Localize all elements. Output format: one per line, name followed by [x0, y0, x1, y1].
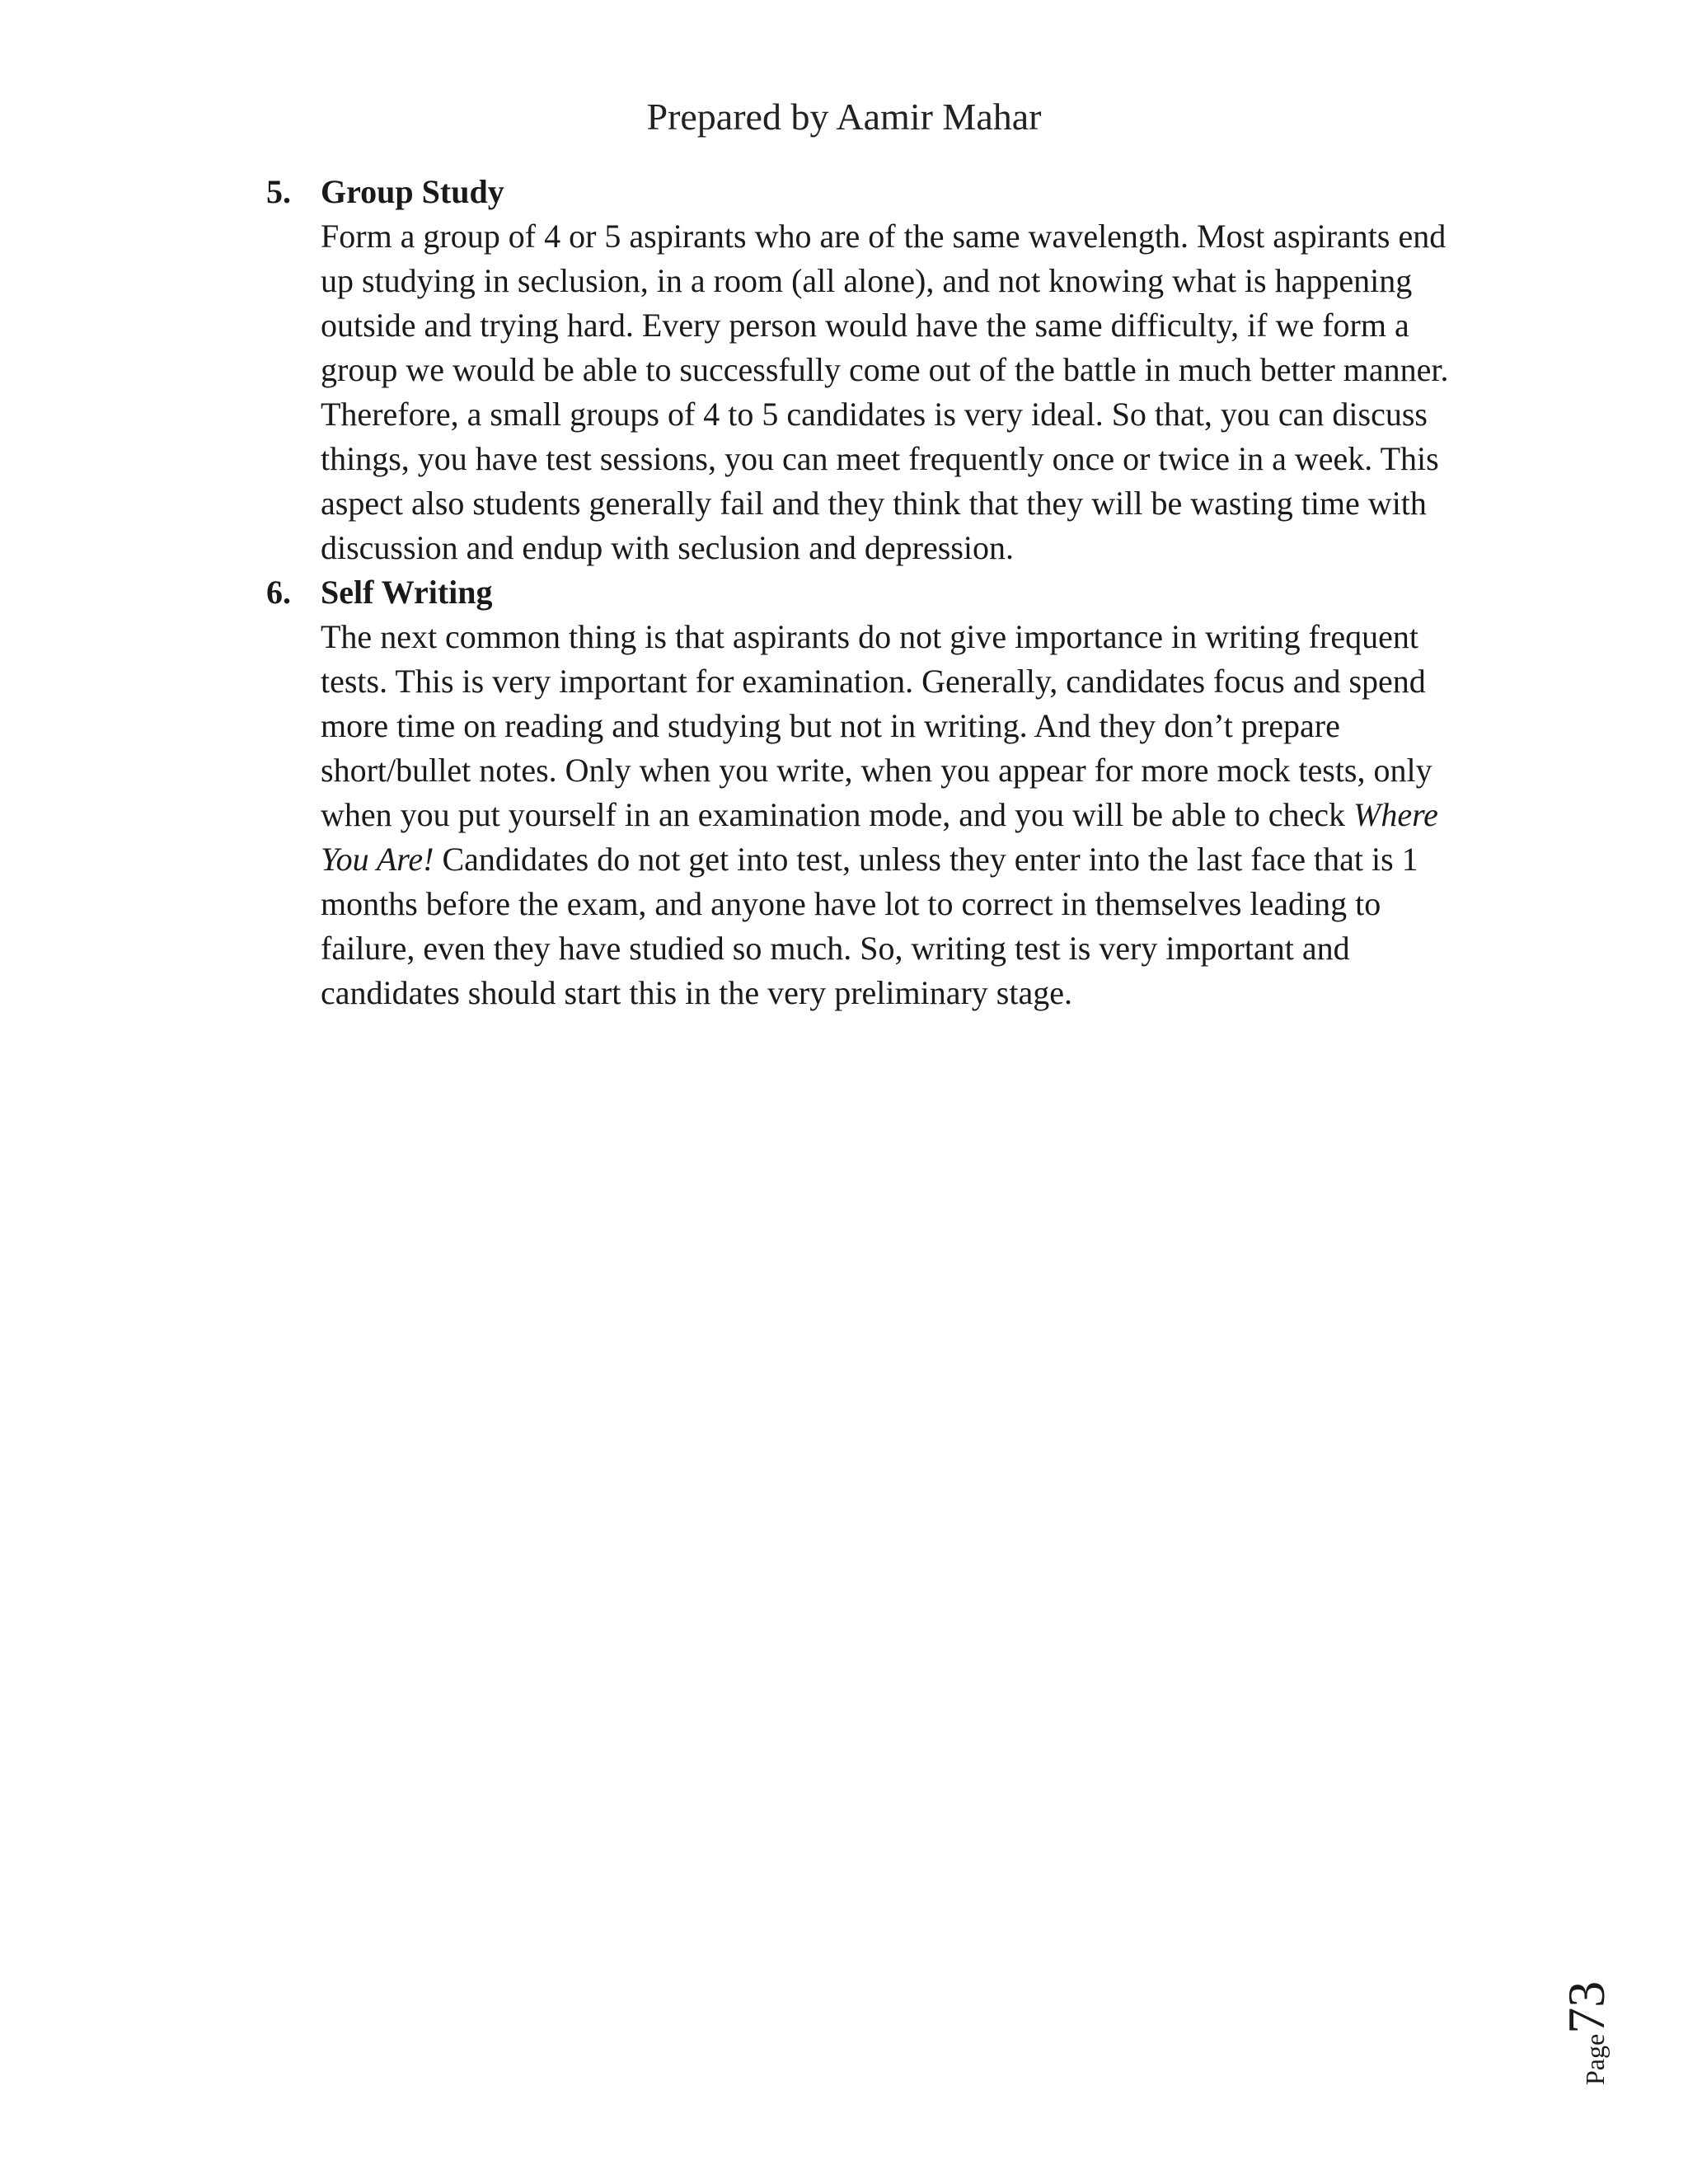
page-header-title: Prepared by Aamir Mahar: [646, 96, 1042, 138]
document-body: [266, 170, 1478, 1015]
page-number-value: 73: [1557, 1980, 1615, 2034]
list-item-group-study: [266, 170, 1478, 570]
page-label: Page: [1580, 2033, 1610, 2085]
section-heading: Self Writing: [321, 574, 493, 611]
section-heading: Group Study: [321, 173, 504, 210]
emphasis-text: Where You Are!: [321, 796, 1438, 878]
section-paragraph: Form a group of 4 or 5 aspirants who are of the same wavelength. Most aspirants end up studying in seclusion, in a room (all alone), and not knowing what is happening outside and trying hard. Every person would have the same difficulty, if we form a group we would be able to successfully come out of the battle in much better manner. Therefore, a small groups of 4 to 5 candidates is very ideal. So that, you can discuss things, you have test sessions, you can meet frequently once or twice in a week. This aspect also students generally fail and they think that they will be wasting time with discussion and endup with seclusion and depression.: [321, 218, 1449, 566]
list-item-number: 5.: [266, 173, 291, 210]
paragraph-text: Candidates do not get into test, unless they enter into the last face that is 1 months before the exam, and anyone have lot to correct in themselves leading to failure, even they have studied so much. So, writing test is very important and candidates should start this in the very preliminary stage.: [321, 841, 1418, 1011]
section-paragraph: [321, 615, 1478, 1015]
paragraph-text: The next common thing is that aspirants do not give importance in writing frequent tests. This is very important for examination. Generally, candidates focus and spend more time on reading and studying but not in writing. And they don’t prepare short/bullet notes. Only when you write, when you appear for more mock tests, only when you put yourself in an examination mode, and you will be able to check: [321, 618, 1432, 833]
list-item-self-writing: [266, 570, 1478, 1015]
list-item-number: 6.: [266, 574, 291, 611]
page-number: [1533, 1920, 1648, 2085]
